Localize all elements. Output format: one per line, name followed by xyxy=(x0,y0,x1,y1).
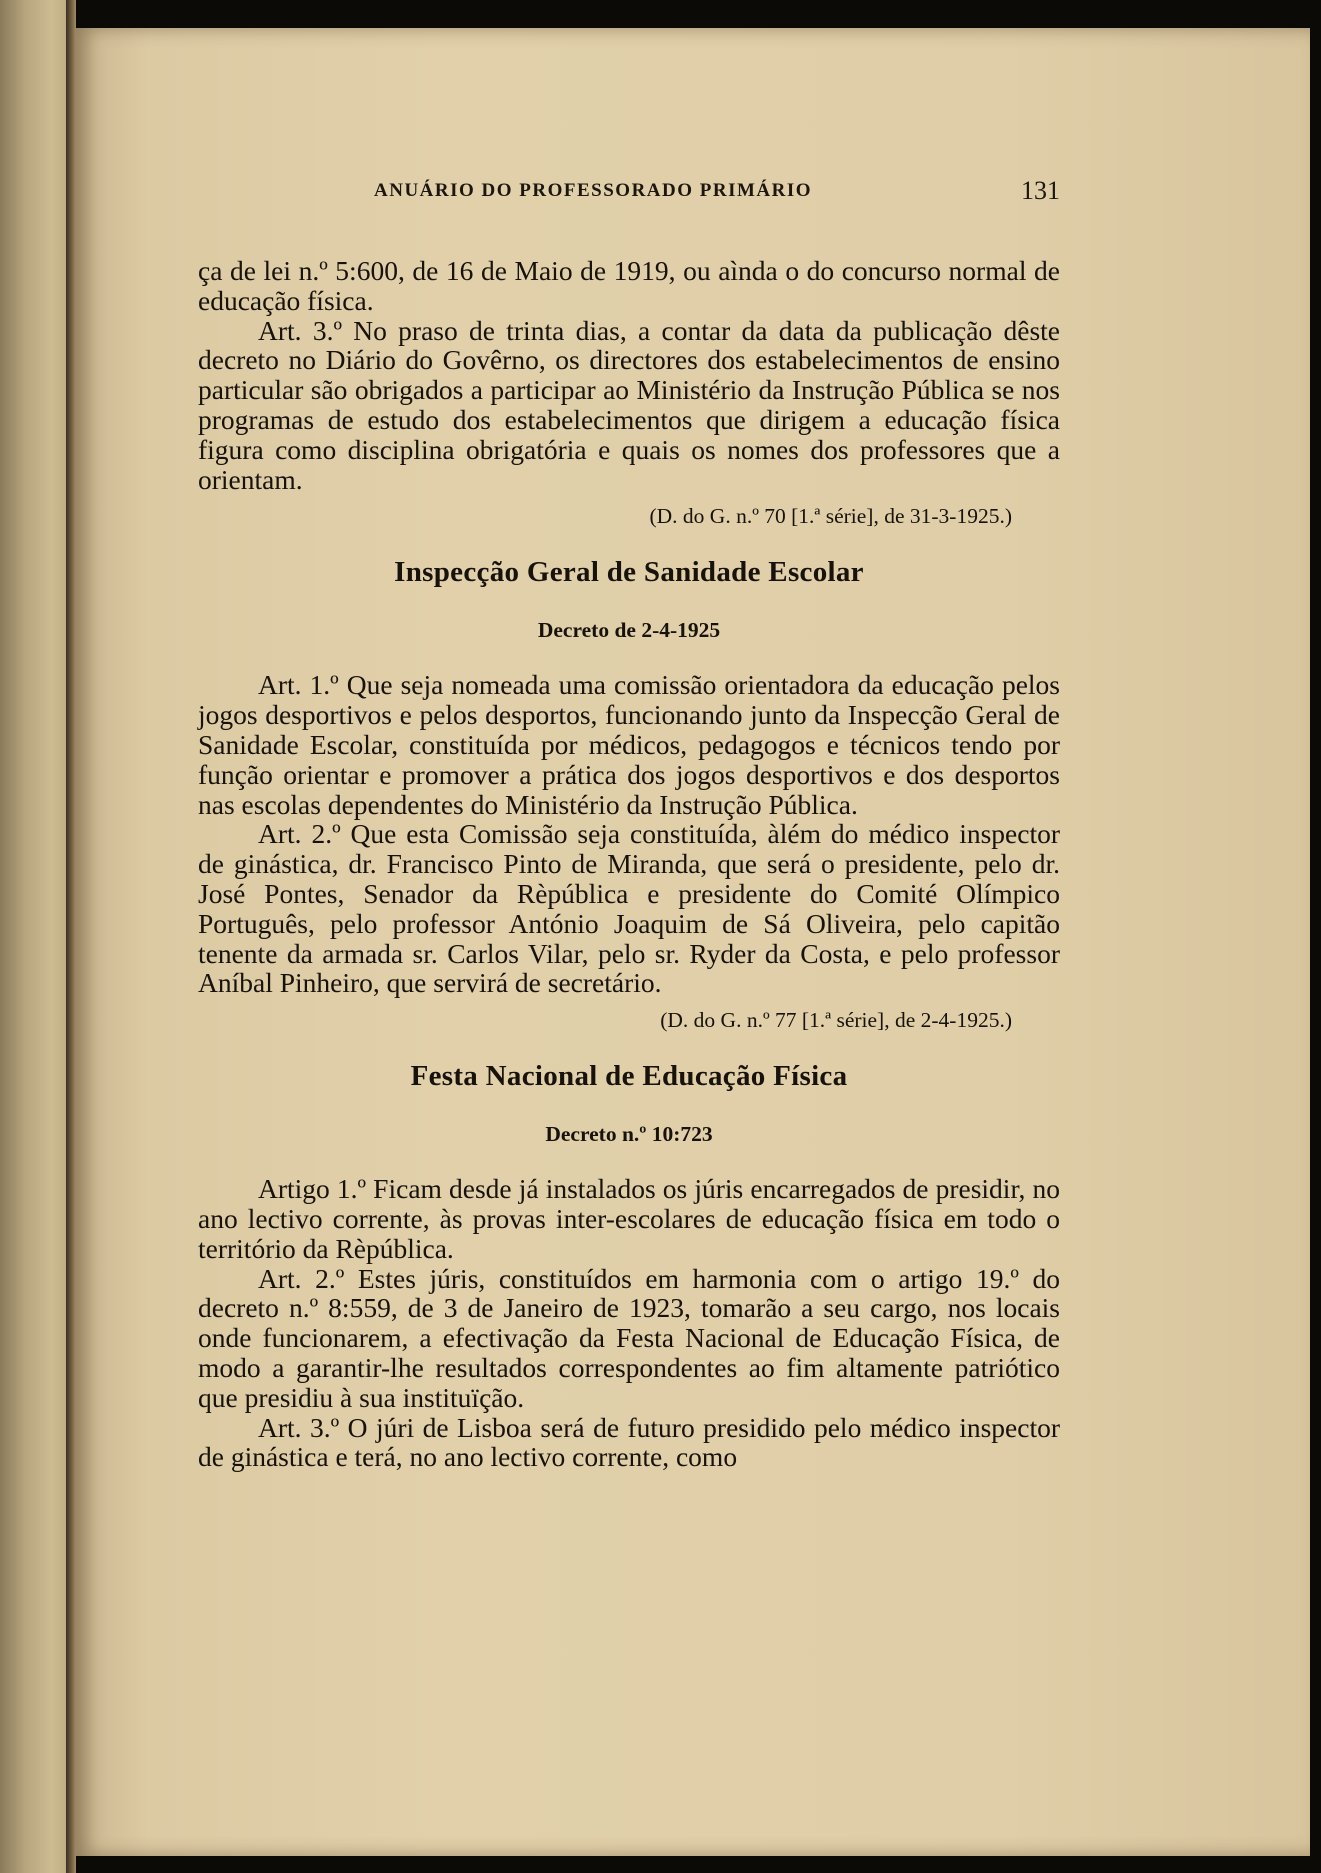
continuation-paragraph: ça de lei n.º 5:600, de 16 de Maio de 1919, ou aìnda o do concurso normal de educação física. xyxy=(198,255,1060,316)
article-2-paragraph: Art. 2.º Que esta Comissão seja constituída, àlém do médico inspector de ginástica, dr. Francisco Pinto de Miranda, que será o presidente, pelo dr. José Pontes, Senador da Rèpública e presidente do Comité Olímpico Português, pelo professor António Joaquim de Sá Oliveira, pelo capitão tenente da armada sr. Carlos Vilar, pelo sr. Ryder da Costa, e pelo professor Aníbal Pinheiro, que servirá de secretário. xyxy=(198,818,1060,999)
section-title-festa: Festa Nacional de Educação Física xyxy=(410,1060,848,1093)
page-header xyxy=(374,176,1060,210)
festa-article-3-paragraph: Art. 3.º O júri de Lisboa será de futuro presidido pelo médico inspector de ginástica e terá, no ano lectivo corrente, como xyxy=(198,1411,1060,1473)
running-title: ANUÁRIO DO PROFESSORADO PRIMÁRIO xyxy=(374,180,813,201)
book-gutter xyxy=(66,0,76,1873)
decree-title-10723: Decreto n.º 10:723 xyxy=(545,1122,713,1147)
article-3-paragraph: Art. 3.º No praso de trinta dias, a contar da data da publicação dêste decreto no Diário do Govêrno, os directores dos estabelecimentos de ensino particular são obrigados a participar ao Ministério da Instrução Pública se nos programas de estudo dos estabelecimentos que dirigem a educação física figura como disciplina obrigatória e quais os nomes dos professores que a orientam. xyxy=(198,314,1060,495)
section-title-sanidade: Inspecção Geral de Sanidade Escolar xyxy=(394,556,864,589)
decree-title-2-4-1925: Decreto de 2-4-1925 xyxy=(537,618,721,643)
facing-page-edge xyxy=(0,0,74,1873)
citation-2: (D. do G. n.º 77 [1.ª série], de 2-4-1925.) xyxy=(660,1008,1012,1033)
page-number: 131 xyxy=(1021,176,1060,205)
citation-1: (D. do G. n.º 70 [1.ª série], de 31-3-1925.) xyxy=(649,504,1012,529)
festa-article-2-paragraph: Art. 2.º Estes júris, constituídos em harmonia com o artigo 19.º do decreto n.º 8:559, de 3 de Janeiro de 1923, tomarão a seu cargo, nos locais onde funcionarem, a efectivação da Festa Nacional de Educação Física, de modo a garantir-lhe resultados correspondentes ao fim altamente patriótico que presidiu à sua instituïção. xyxy=(198,1262,1060,1413)
body-text xyxy=(198,256,1060,1472)
article-1-paragraph: Art. 1.º Que seja nomeada uma comissão orientadora da educação pelos jogos desportivos e pelos desportos, funcionando junto da Inspecção Geral de Sanidade Escolar, constituída por médicos, pedagogos e técnicos tendo por função orientar e promover a prática dos jogos desportivos e dos desportos nas escolas dependentes do Ministério da Instrução Pública. xyxy=(198,669,1060,820)
festa-article-1-paragraph: Artigo 1.º Ficam desde já instalados os júris encarregados de presidir, no ano lectivo corrente, às provas inter-escolares de educação física em todo o território da Rèpública. xyxy=(198,1173,1060,1264)
